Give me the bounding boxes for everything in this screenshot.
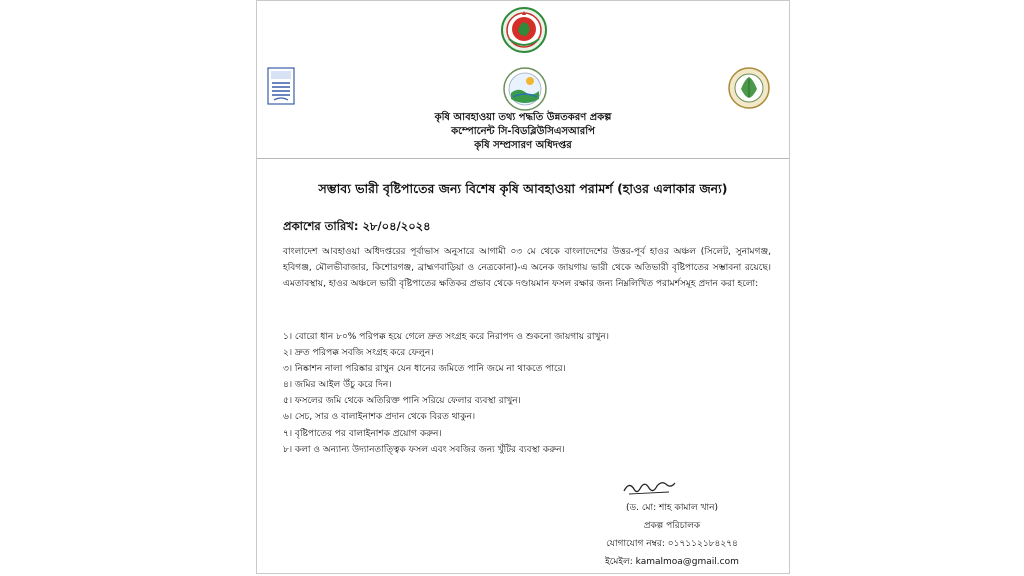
project-name: কৃষি আবহাওয়া তথ্য পদ্ধতি উন্নতকরণ প্রকল্প: [434, 112, 612, 123]
signatory-name: (ড. মো: শাহ কামাল খান): [625, 503, 719, 513]
department-name: কৃষি সম্প্রসারণ অধিদপ্তর: [474, 140, 572, 151]
list-item: ৩। নিষ্কাশন নালা পরিষ্কার রাখুন যেন ধানের জমিতে পানি জমে না থাকতে পারে।: [283, 364, 566, 375]
list-item: ৫। ফসলের জমি থেকে অতিরিক্ত পানি সরিয়ে ফেলার ব্যবস্থা রাখুন।: [283, 396, 521, 407]
document-title: সম্ভাব্য ভারী বৃষ্টিপাতের জন্য বিশেষ কৃষি আবহাওয়া পরামর্শ (হাওর এলাকার জন্য): [318, 181, 728, 196]
publication-date: প্রকাশের তারিখ: ২৮/০৪/২০২৪: [283, 219, 431, 233]
letterhead-text: [257, 111, 789, 153]
list-item: ৪। জমির আইল উঁচু করে দিন।: [283, 380, 392, 391]
signatory-email: ইমেইল: kamalmoa@gmail.com: [605, 557, 739, 567]
document-page: [256, 0, 790, 574]
list-item: ২। দ্রুত পরিপক্ক সবজি সংগ্রহ করে ফেলুন।: [283, 348, 434, 359]
list-item: ১। বোরো ধান ৮০% পরিপক্ক হয়ে গেলে দ্রুত সংগ্রহ করে নিরাপদ ও শুকনো জায়গায় রাখুন।: [283, 332, 609, 342]
list-item: ৮। কলা ও অন্যান্য উদ্যানতাত্ত্বিক ফসল এবং সবজির জন্য খুঁটির ব্যবস্থা করুন।: [283, 444, 565, 455]
project-logo-icon: [503, 67, 547, 111]
list-item: ৭। বৃষ্টিপাতের পর বালাইনাশক প্রয়োগ করুন।: [283, 428, 442, 439]
advice-list: [283, 329, 771, 458]
component-name: কম্পোনেন্ট সি-বিডব্লিউসিএসআরপি: [451, 126, 595, 137]
list-item: ৬। সেচ, সার ও বালাইনাশক প্রদান থেকে বিরত থাকুন।: [283, 412, 476, 423]
signatory-block: [572, 499, 772, 571]
signatory-phone: যোগাযোগ নম্বর: ০১৭১১২১৮৪২৭৪: [606, 539, 738, 549]
header-divider: [257, 158, 789, 159]
agriculture-extension-logo-icon: [728, 67, 770, 109]
letterhead: [257, 1, 789, 159]
handwritten-signature: [621, 477, 677, 499]
meteorological-department-logo-icon: [267, 67, 295, 105]
signatory-designation: প্রকল্প পরিচালক: [643, 521, 701, 531]
intro-paragraph: বাংলাদেশ আবহাওয়া অধিদপ্তরের পূর্বাভাস অনুসারে আগামী ০৩ মে থেকে বাংলাদেশের উত্তর-পূর্ব হাওর অঞ্চল (সিলেট, সুনামগঞ্জ, হবিগঞ্জ, মৌলভীবাজার, কিশোরগঞ্জ, ব্রাহ্মণবাড়িয়া ও নেত্রকোনা)-এ অনেক জায়গায় ভারী থেকে অতিভারী বৃষ্টিপাতের সম্ভাবনা রয়েছে। এমতাবস্থায়, হাওর অঞ্চলে ভারী বৃষ্টিপাতের ক্ষতিকর প্রভাব থেকে দণ্ডায়মান ফসল রক্ষার জন্য নিম্নলিখিত পরামর্শসমূহ প্রদান করা হলো:: [283, 247, 771, 289]
bangladesh-government-seal-icon: [501, 7, 547, 53]
